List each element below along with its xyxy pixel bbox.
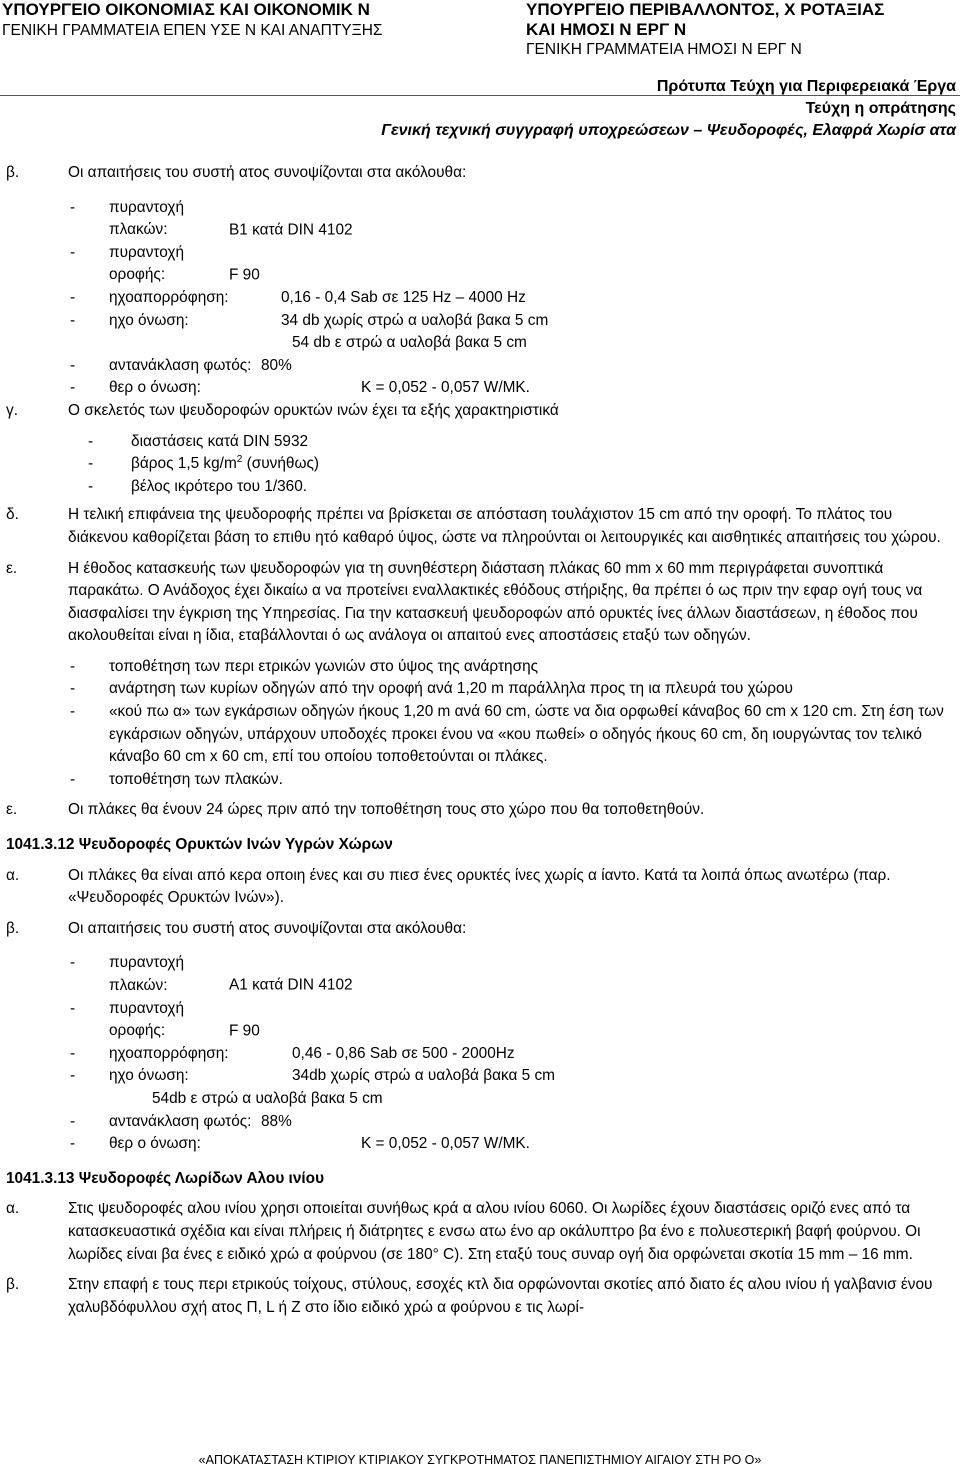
list-item: - πυραντοχή πλακών: Α1 κατά DIN 4102 xyxy=(70,954,353,994)
list-item: - ηχοαπορρόφηση: 0,46 - 0,86 Sab σε 500 - 2000Hz xyxy=(70,1044,515,1062)
paragraph-text: Οι πλάκες θα είναι από κερα οποιη ένες και συ πιεσ ένες ορυκτές ίνες χωρίς α ίαντο. Κατά τα λοιπά όπως ανωτέρω (παρ. «Ψευδοροφές Ορυκτών Ινών»). xyxy=(68,866,891,907)
list-item: - ηχοαπορρόφηση: 0,16 - 0,4 Sab σε 125 Hz – 4000 Hz xyxy=(70,288,526,306)
secretariat-public-works: ΓΕΝΙΚΗ ΓΡΑΜΜΑΤΕΙΑ ΗΜΟΣΙ Ν ΕΡΓ Ν xyxy=(526,41,802,58)
paragraph-text: Στις ψευδοροφές αλου ινίου χρησι οποιείται συνήθως κρά α αλου ινίου 6060. Οι λωρίδες έχουν διαστάσεις οριζό ενες από τα κατασκευαστικά σχέδια και είναι πλήρεις ή διάτρητες ε ενσω ατω ένο αρ οκάλυπτρο βα ένο ε πολυεστερική βαφή φούρνου. Οι λωρίδες είναι βα ένες ε ειδικό χρώ α φούρνου (σε 180° C). Στη εταξύ τους συναρ ογή δια ορφώνεται σκοτία 15 mm – 16 mm. xyxy=(68,1200,921,1263)
list-item: - αντανάκλαση φωτός: 80% xyxy=(70,356,292,374)
paragraph-d xyxy=(4,504,956,549)
list-item: - πυραντοχή οροφής: F 90 xyxy=(70,999,260,1040)
paragraph-letter: δ. xyxy=(6,506,19,524)
paragraph-e2 xyxy=(4,799,956,822)
list-item: - πυραντοχή πλακών: Β1 κατά DIN 4102 xyxy=(70,198,353,239)
paragraph-letter: ε. xyxy=(6,801,18,819)
paragraph-text: Η έθοδος κατασκευής των ψευδοροφών για τη συνηθέστερη διάσταση πλάκας 60 mm x 60 mm περιγράφεται συνοπτικά παρακάτω. Ο Ανάδοχος έχει δικαίω α να προτείνει εναλλακτικές εθόδους στήριξης, θα πρέπει ό ως πριν την εφαρ ογή τους να διασφαλίσει την έγκριση της Υπηρεσίας. Για την κατασκευή ψευδοροφών από ορυκτές ίνες άλλων διαστάσεων, η έθοδος που ακολουθείται είναι η ίδια, εταβάλλονται ό ως ανάλογα οι απαιτού ενες αποστάσεις εταξύ των οδηγών. xyxy=(68,559,923,645)
list-item-continuation: 54 db ε στρώ α υαλοβά βακα 5 cm xyxy=(292,334,527,352)
ministry-environment-title: ΥΠΟΥΡΓΕΙΟ ΠΕΡΙΒΑΛΛΟΝΤΟΣ, Χ ΡΟΤΑΞΙΑΣ xyxy=(526,0,885,19)
list-item: - ηχο όνωση: 34db χωρίς στρώ α υαλοβά βακα 5 cm xyxy=(70,1067,556,1085)
paragraph-text: Οι πλάκες θα ένουν 24 ώρες πριν από την τοποθέτηση τους στο χώρο που θα τοποθετηθούν. xyxy=(68,801,705,819)
paragraph-g xyxy=(4,400,956,423)
list-item: - ανάρτηση των κυρίων οδηγών από την οροφή ανά 1,20 m παράλληλα προς τη ια πλευρά του χώρου xyxy=(70,680,793,698)
paragraph-letter: α. xyxy=(6,866,20,884)
paragraph-letter: β. xyxy=(6,1276,20,1294)
ministry-economy-title: ΥΠΟΥΡΓΕΙΟ ΟΙΚΟΝΟΜΙΑΣ ΚΑΙ ΟΙΚΟΝΟΜΙΚ Ν xyxy=(2,0,370,19)
document-body xyxy=(4,162,956,1319)
document-title-block xyxy=(381,76,956,142)
paragraph-e xyxy=(4,558,956,648)
list-item: - πυραντοχή οροφής: F 90 xyxy=(70,243,260,284)
paragraph-letter: ε. xyxy=(6,559,18,577)
list-item: - τοποθέτηση των πλακών. xyxy=(70,770,283,788)
list-item: - θερ ο όνωση: K = 0,052 - 0,057 W/MK. xyxy=(70,379,530,397)
paragraph-letter: β. xyxy=(6,919,20,937)
paragraph-letter: γ. xyxy=(6,401,18,419)
list-item: - διαστάσεις κατά DIN 5932 xyxy=(88,432,309,450)
paragraph-letter: β. xyxy=(6,164,20,181)
paragraph-b xyxy=(4,162,956,185)
doc-subject: Γενική τεχνική συγγραφή υποχρεώσεων – Ψευδοροφές, Ελαφρά Χωρίσ ατα xyxy=(381,122,956,139)
list-item: - βάρος 1,5 $kg/m^2$ (συνήθως) xyxy=(88,454,320,473)
paragraph-a xyxy=(4,865,956,910)
doc-series: Πρότυπα Τεύχη για Περιφερειακά Έργα xyxy=(656,78,956,95)
list-item: - βέλος ικρότερο του 1/360. xyxy=(88,477,308,495)
paragraph-text: Ο σκελετός των ψευδοροφών ορυκτών ινών έχει τα εξής χαρακτηριστικά xyxy=(68,401,559,419)
list-item: - τοποθέτηση των περι ετρικών γωνιών στο ύψος της ανάρτησης xyxy=(70,657,539,675)
paragraph-text: Οι απαιτήσεις του συστή ατος συνοψίζονται στα ακόλουθα: xyxy=(68,164,467,181)
ministry-environment-title-2: ΚΑΙ ΗΜΟΣΙ Ν ΕΡΓ Ν xyxy=(526,20,687,39)
list-item: - θερ ο όνωση: K = 0,052 - 0,057 W/MK. xyxy=(70,1135,530,1153)
paragraph-text: Οι απαιτήσεις του συστή ατος συνοψίζονται στα ακόλουθα: xyxy=(68,919,467,937)
paragraph-text: Η τελική επιφάνεια της ψευδοροφής πρέπει να βρίσκεται σε απόσταση τουλάχιστον 15 cm από την οροφή. Το πλάτος του διάκενου καθορίζεται βάση το επιθυ ητό καθαρό ύψος, ώστε να πληρούνται οι λειτουργικές και αισθητικές απαιτήσεις του χώρου. xyxy=(68,506,941,546)
header-left xyxy=(2,0,383,42)
header-right xyxy=(526,0,884,60)
paragraph-b xyxy=(4,918,956,941)
page-footer: «ΑΠΟΚΑΤΑΣΤΑΣΗ ΚΤΙΡΙΟΥ ΚΤΙΡΙΑΚΟΥ ΣΥΓΚΡΟΤΗΜΑΤΟΣ ΠΑΝΕΠΙΣΤΗΜΙΟΥ ΑΙΓΑΙΟΥ ΣΤΗ ΡΟ Ο» xyxy=(198,1453,762,1467)
secretariat-investments: ΓΕΝΙΚΗ ΓΡΑΜΜΑΤΕΙΑ ΕΠΕΝ ΥΣΕ Ν ΚΑΙ ΑΝΑΠΤΥΞΗΣ xyxy=(2,22,383,39)
list-item-continuation: 54db ε στρώ α υαλοβά βακα 5 cm xyxy=(152,1089,383,1107)
paragraph-text: Στην επαφή ε τους περι ετρικούς τοίχους, στύλους, εσοχές κτλ δια ορφώνονται σκοτίες από διατο ές αλου ινίου ή γαλβανισ ένου χαλυβδόφυλλου σχή ατος Π, L ή Z στο ίδιο ειδικό χρώ α φούρνου ε τις λωρί- xyxy=(68,1276,933,1316)
paragraph-a xyxy=(4,1198,956,1266)
list-item: - «κού πω α» των εγκάρσιων οδηγών ήκους 1,20 m ανά 60 cm, ώστε να δια ορφωθεί κάναβος 60 cm x 120 cm. Στη έση των εγκάρσιων οδηγών, υπάρχουν υποδοχές προκει ένου να «κου πωθεί» ο οδηγός ήκους 60 cm, δη ιουργώντας τον τελικό κάναβο 60 cm x 60 cm, επί του οποίου τοποθετούνται οι πλάκες. xyxy=(70,703,944,766)
list-item: - αντανάκλαση φωτός: 88% xyxy=(70,1112,292,1130)
list-item: - ηχο όνωση: 34 db χωρίς στρώ α υαλοβά βακα 5 cm xyxy=(70,311,549,329)
paragraph-b xyxy=(4,1274,956,1319)
doc-volume: Τεύχη η οπράτησης xyxy=(805,100,956,117)
section-heading: 1041.3.12 Ψευδοροφές Ορυκτών Ινών Υγρών Χώρων xyxy=(6,836,393,854)
section-heading: 1041.3.13 Ψευδοροφές Λωρίδων Αλου ινίου xyxy=(6,1169,325,1187)
paragraph-letter: α. xyxy=(6,1200,20,1218)
